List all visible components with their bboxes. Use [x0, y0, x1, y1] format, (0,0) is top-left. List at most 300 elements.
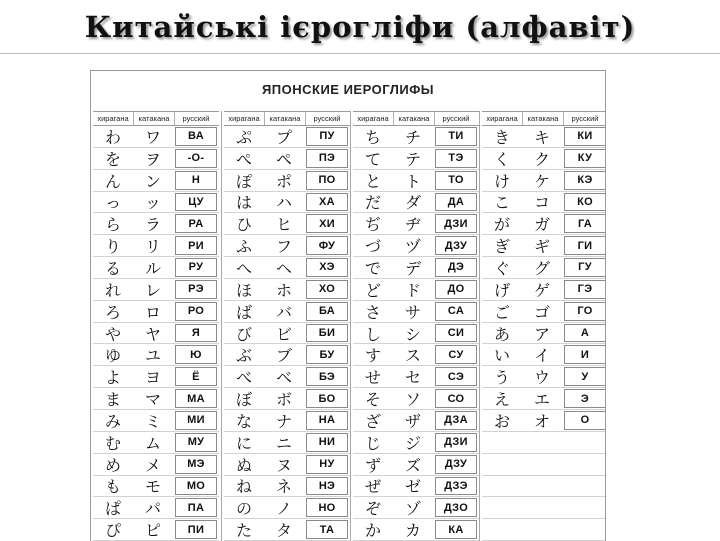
hiragana-cell: う	[493, 368, 510, 388]
katakana-cell: ム	[144, 433, 161, 453]
russian-cell: ДЗО	[435, 498, 477, 517]
table-row	[93, 257, 219, 279]
russian-cell: НИ	[306, 433, 348, 452]
russian-cell	[564, 477, 606, 496]
katakana-cell	[522, 454, 562, 475]
russian-cell: ДЭ	[435, 258, 477, 277]
katakana-cell: チ	[404, 127, 421, 147]
russian-cell: И	[564, 345, 606, 364]
russian-cell: КИ	[564, 127, 606, 146]
hiragana-cell: そ	[364, 390, 381, 410]
katakana-cell: ゲ	[533, 280, 550, 300]
katakana-cell: ゾ	[404, 499, 421, 519]
katakana-cell: ナ	[275, 411, 292, 431]
russian-cell: КУ	[564, 149, 606, 168]
katakana-cell: タ	[275, 521, 292, 541]
hiragana-cell: み	[104, 411, 121, 431]
russian-cell: ДЗУ	[435, 236, 477, 255]
title-underline	[0, 53, 720, 54]
russian-cell: ВА	[175, 127, 217, 146]
russian-cell: У	[564, 367, 606, 386]
katakana-cell: カ	[404, 521, 421, 541]
russian-cell: ГА	[564, 214, 606, 233]
column-header: русский	[182, 114, 210, 123]
hiragana-cell: で	[364, 258, 381, 278]
katakana-cell: ラ	[144, 215, 161, 235]
hiragana-cell: ば	[235, 302, 252, 322]
hiragana-cell: え	[493, 390, 510, 410]
katakana-cell: パ	[144, 499, 161, 519]
russian-cell: ПО	[306, 171, 348, 190]
katakana-cell: ノ	[275, 499, 292, 519]
katakana-cell: ヲ	[144, 149, 161, 169]
katakana-cell: ッ	[144, 193, 161, 213]
russian-cell: ГЭ	[564, 280, 606, 299]
hiragana-cell	[482, 519, 522, 540]
hiragana-cell: ず	[364, 455, 381, 475]
katakana-cell	[522, 476, 562, 497]
katakana-cell: ホ	[275, 280, 292, 300]
hiragana-cell: ね	[235, 477, 252, 497]
russian-cell: НО	[306, 498, 348, 517]
hiragana-cell: っ	[104, 193, 121, 213]
katakana-cell: ダ	[404, 193, 421, 213]
hiragana-cell: ど	[364, 280, 381, 300]
hiragana-cell: せ	[364, 368, 381, 388]
hiragana-cell	[482, 432, 522, 453]
column-header: русский	[313, 114, 341, 123]
table-row	[482, 366, 606, 388]
katakana-cell: ネ	[275, 477, 292, 497]
table-row	[93, 410, 219, 432]
hiragana-cell: び	[235, 324, 252, 344]
table-row	[224, 410, 350, 432]
katakana-cell: ゴ	[533, 302, 550, 322]
table-row	[353, 170, 479, 192]
russian-cell: ХЭ	[306, 258, 348, 277]
katakana-cell: ユ	[144, 346, 161, 366]
russian-cell: ПА	[175, 498, 217, 517]
hiragana-cell: ぶ	[235, 346, 252, 366]
russian-cell: МА	[175, 389, 217, 408]
hiragana-cell: ぎ	[493, 237, 510, 257]
table-row	[353, 388, 479, 410]
table-row	[224, 497, 350, 519]
katakana-cell: ス	[404, 346, 421, 366]
russian-cell: ТИ	[435, 127, 477, 146]
katakana-cell: ニ	[275, 433, 292, 453]
russian-cell: РА	[175, 214, 217, 233]
katakana-cell: ク	[533, 149, 550, 169]
russian-cell: ДО	[435, 280, 477, 299]
russian-cell: Н	[175, 171, 217, 190]
katakana-cell: シ	[404, 324, 421, 344]
katakana-cell: ボ	[275, 390, 292, 410]
table-row	[482, 301, 606, 323]
column-header: катакана	[394, 112, 435, 125]
russian-cell: МУ	[175, 433, 217, 452]
russian-cell: СИ	[435, 324, 477, 343]
table-row	[93, 213, 219, 235]
katakana-cell: ペ	[275, 149, 292, 169]
hiragana-cell: は	[235, 193, 252, 213]
hiragana-cell: す	[364, 346, 381, 366]
table-row	[353, 301, 479, 323]
hiragana-cell: て	[364, 149, 381, 169]
russian-cell: ТА	[306, 520, 348, 539]
table-row	[224, 126, 350, 148]
russian-cell: ДЗИ	[435, 433, 477, 452]
hiragana-cell: ぼ	[235, 390, 252, 410]
russian-cell: РО	[175, 302, 217, 321]
katakana-cell: ピ	[144, 521, 161, 541]
katakana-cell: フ	[275, 237, 292, 257]
katakana-cell: メ	[144, 455, 161, 475]
table-row	[93, 301, 219, 323]
hiragana-cell: め	[104, 455, 121, 475]
russian-cell: ДЗА	[435, 411, 477, 430]
russian-cell: КЭ	[564, 171, 606, 190]
katakana-cell: ロ	[144, 302, 161, 322]
hiragana-cell: ふ	[235, 237, 252, 257]
katakana-cell: ヒ	[275, 215, 292, 235]
katakana-cell: コ	[533, 193, 550, 213]
hiragana-cell: ぺ	[235, 149, 252, 169]
katakana-cell: ン	[144, 171, 161, 191]
hiragana-cell: ろ	[104, 302, 121, 322]
hiragana-cell: ぱ	[104, 499, 121, 519]
russian-cell: НЭ	[306, 477, 348, 496]
russian-cell: ГИ	[564, 236, 606, 255]
table-row	[482, 410, 606, 432]
katakana-cell: オ	[533, 411, 550, 431]
hiragana-cell: あ	[493, 324, 510, 344]
russian-cell: НУ	[306, 455, 348, 474]
russian-cell: ХО	[306, 280, 348, 299]
slide-title: Китайські ієрогліфи (алфавіт)	[84, 10, 636, 44]
russian-cell: МИ	[175, 411, 217, 430]
table-row	[353, 213, 479, 235]
hiragana-cell: へ	[235, 258, 252, 278]
table-row	[93, 279, 219, 301]
russian-cell: ДА	[435, 193, 477, 212]
table-row	[482, 148, 606, 170]
table-block-2	[224, 111, 350, 541]
hiragana-cell: ぜ	[364, 477, 381, 497]
katakana-cell: ブ	[275, 346, 292, 366]
hiragana-cell: わ	[104, 127, 121, 147]
katakana-cell: ル	[144, 258, 161, 278]
table-row	[224, 344, 350, 366]
block-divider	[221, 111, 222, 541]
table-block-4	[482, 111, 606, 541]
hiragana-cell: が	[493, 215, 510, 235]
russian-cell: Ю	[175, 345, 217, 364]
table-row	[353, 192, 479, 214]
table-row	[224, 388, 350, 410]
hiragana-cell: い	[493, 346, 510, 366]
table-row	[353, 323, 479, 345]
table-row	[482, 257, 606, 279]
hiragana-cell: ぴ	[104, 521, 121, 541]
table-row	[482, 126, 606, 148]
russian-cell: РЭ	[175, 280, 217, 299]
column-header: катакана	[265, 112, 306, 125]
column-header: катакана	[134, 112, 175, 125]
table-row	[224, 213, 350, 235]
katakana-cell: ギ	[533, 237, 550, 257]
russian-cell: ДЗИ	[435, 214, 477, 233]
katakana-cell: リ	[144, 237, 161, 257]
hiragana-cell: ん	[104, 171, 121, 191]
hiragana-cell: ら	[104, 215, 121, 235]
hiragana-cell: む	[104, 433, 121, 453]
katakana-cell: ゼ	[404, 477, 421, 497]
hiragana-cell: ぷ	[235, 127, 252, 147]
katakana-cell: バ	[275, 302, 292, 322]
katakana-cell: ソ	[404, 390, 421, 410]
katakana-cell: イ	[533, 346, 550, 366]
russian-cell: ПИ	[175, 520, 217, 539]
table-row	[224, 323, 350, 345]
russian-cell: МО	[175, 477, 217, 496]
russian-cell	[564, 433, 606, 452]
russian-cell: РУ	[175, 258, 217, 277]
table-row	[93, 192, 219, 214]
hiragana-cell: き	[493, 127, 510, 147]
hiragana-cell: ち	[364, 127, 381, 147]
table-row	[482, 323, 606, 345]
katakana-cell: キ	[533, 127, 550, 147]
table-row	[353, 279, 479, 301]
hiragana-cell: や	[104, 324, 121, 344]
russian-cell: СЭ	[435, 367, 477, 386]
katakana-cell: セ	[404, 368, 421, 388]
russian-cell: ГУ	[564, 258, 606, 277]
hiragana-cell: べ	[235, 368, 252, 388]
table-row	[93, 476, 219, 498]
hiragana-cell: の	[235, 499, 252, 519]
katakana-cell: プ	[275, 127, 292, 147]
table-row	[482, 235, 606, 257]
table-row	[353, 126, 479, 148]
column-header-row	[224, 111, 350, 126]
russian-cell: РИ	[175, 236, 217, 255]
katakana-cell: ポ	[275, 171, 292, 191]
table-row	[353, 366, 479, 388]
hiragana-cell: れ	[104, 280, 121, 300]
hiragana-cell: げ	[493, 280, 510, 300]
russian-cell: ПЭ	[306, 149, 348, 168]
column-header-row	[93, 111, 219, 126]
katakana-cell: ト	[404, 171, 421, 191]
table-row	[93, 148, 219, 170]
hiragana-cell: さ	[364, 302, 381, 322]
hiragana-cell	[482, 454, 522, 475]
column-header: хирагана	[93, 112, 134, 125]
katakana-cell: マ	[144, 390, 161, 410]
hiragana-cell: に	[235, 433, 252, 453]
table-row	[353, 148, 479, 170]
table-row	[224, 519, 350, 541]
hiragana-cell	[482, 476, 522, 497]
hiragana-cell: ご	[493, 302, 510, 322]
russian-cell: СО	[435, 389, 477, 408]
table-row	[224, 454, 350, 476]
russian-cell: ТЭ	[435, 149, 477, 168]
hiragana-cell: も	[104, 477, 121, 497]
katakana-cell: サ	[404, 302, 421, 322]
hiragana-cell: た	[235, 521, 252, 541]
katakana-cell	[522, 432, 562, 453]
katakana-cell: グ	[533, 258, 550, 278]
katakana-cell: ウ	[533, 368, 550, 388]
katakana-cell: ケ	[533, 171, 550, 191]
katakana-cell: デ	[404, 258, 421, 278]
table-row	[93, 235, 219, 257]
russian-cell: ХА	[306, 193, 348, 212]
table-row	[482, 432, 606, 454]
column-header: хирагана	[482, 112, 523, 125]
block-divider	[350, 111, 351, 541]
hiragana-cell: る	[104, 258, 121, 278]
table-row	[482, 476, 606, 498]
katakana-cell: ヌ	[275, 455, 292, 475]
hiragana-cell: ほ	[235, 280, 252, 300]
katakana-cell	[522, 519, 562, 540]
table-row	[353, 497, 479, 519]
table-row	[353, 432, 479, 454]
russian-cell: МЭ	[175, 455, 217, 474]
table-row	[353, 410, 479, 432]
column-header: катакана	[523, 112, 564, 125]
hiragana-cell: ぽ	[235, 171, 252, 191]
katakana-cell	[522, 497, 562, 518]
table-row	[353, 257, 479, 279]
katakana-cell: ヘ	[275, 258, 292, 278]
katakana-cell: ガ	[533, 215, 550, 235]
katakana-cell: ミ	[144, 411, 161, 431]
russian-cell: О	[564, 411, 606, 430]
hiragana-cell: よ	[104, 368, 121, 388]
russian-cell: КО	[564, 193, 606, 212]
hiragana-cell	[482, 497, 522, 518]
hiragana-cell: づ	[364, 237, 381, 257]
column-header: хирагана	[353, 112, 394, 125]
russian-cell: НА	[306, 411, 348, 430]
table-row	[482, 497, 606, 519]
table-row	[93, 126, 219, 148]
katakana-cell: ド	[404, 280, 421, 300]
table-row	[224, 235, 350, 257]
katakana-cell: テ	[404, 149, 421, 169]
hiragana-cell: を	[104, 149, 121, 169]
table-row	[93, 454, 219, 476]
hiragana-cell: な	[235, 411, 252, 431]
table-title: ЯПОНСКИЕ ИЕРОГЛИФЫ	[261, 82, 435, 97]
katakana-cell: ヂ	[404, 215, 421, 235]
table-row	[224, 301, 350, 323]
russian-cell	[564, 498, 606, 517]
hiragana-cell: ぞ	[364, 499, 381, 519]
table-row	[224, 279, 350, 301]
column-header: русский	[442, 114, 470, 123]
hiragana-cell: く	[493, 149, 510, 169]
table-row	[353, 519, 479, 541]
table-row	[93, 366, 219, 388]
table-row	[482, 344, 606, 366]
table-row	[482, 454, 606, 476]
russian-cell: Ё	[175, 367, 217, 386]
hiragana-cell: ざ	[364, 411, 381, 431]
table-row	[93, 323, 219, 345]
russian-cell: Э	[564, 389, 606, 408]
hiragana-cell: し	[364, 324, 381, 344]
table-row	[482, 192, 606, 214]
hiragana-cell: じ	[364, 433, 381, 453]
table-block-3	[353, 111, 479, 541]
russian-cell: ФУ	[306, 236, 348, 255]
russian-cell: Я	[175, 324, 217, 343]
table-row	[93, 519, 219, 541]
table-row	[353, 344, 479, 366]
table-row	[353, 235, 479, 257]
russian-cell: -О-	[175, 149, 217, 168]
table-row	[224, 170, 350, 192]
table-row	[224, 192, 350, 214]
hiragana-cell: ひ	[235, 215, 252, 235]
table-row	[482, 519, 606, 541]
block-divider	[479, 111, 480, 541]
hiragana-cell: け	[493, 171, 510, 191]
russian-cell: А	[564, 324, 606, 343]
table-row	[482, 213, 606, 235]
katakana-cell: ハ	[275, 193, 292, 213]
hiragana-cell: こ	[493, 193, 510, 213]
table-row	[224, 476, 350, 498]
katakana-cell: ヨ	[144, 368, 161, 388]
katakana-cell: ジ	[404, 433, 421, 453]
hiragana-cell: お	[493, 411, 510, 431]
katakana-cell: ワ	[144, 127, 161, 147]
russian-cell: ХИ	[306, 214, 348, 233]
katakana-cell: モ	[144, 477, 161, 497]
katakana-cell: ビ	[275, 324, 292, 344]
katakana-cell: エ	[533, 390, 550, 410]
russian-cell	[564, 520, 606, 539]
russian-cell: БУ	[306, 345, 348, 364]
russian-cell: СА	[435, 302, 477, 321]
hiragana-cell: ゆ	[104, 346, 121, 366]
russian-cell	[564, 455, 606, 474]
hiragana-cell: だ	[364, 193, 381, 213]
table-row	[93, 497, 219, 519]
katakana-cell: ズ	[404, 455, 421, 475]
hiragana-cell: か	[364, 521, 381, 541]
hiragana-cell: ま	[104, 390, 121, 410]
russian-cell: ЦУ	[175, 193, 217, 212]
kana-table-panel	[90, 70, 606, 541]
katakana-cell: ヅ	[404, 237, 421, 257]
table-row	[482, 388, 606, 410]
table-row	[93, 388, 219, 410]
katakana-cell: ザ	[404, 411, 421, 431]
table-row	[224, 148, 350, 170]
column-header-row	[353, 111, 479, 126]
table-row	[224, 366, 350, 388]
table-block-1	[93, 111, 219, 541]
hiragana-cell: ぐ	[493, 258, 510, 278]
